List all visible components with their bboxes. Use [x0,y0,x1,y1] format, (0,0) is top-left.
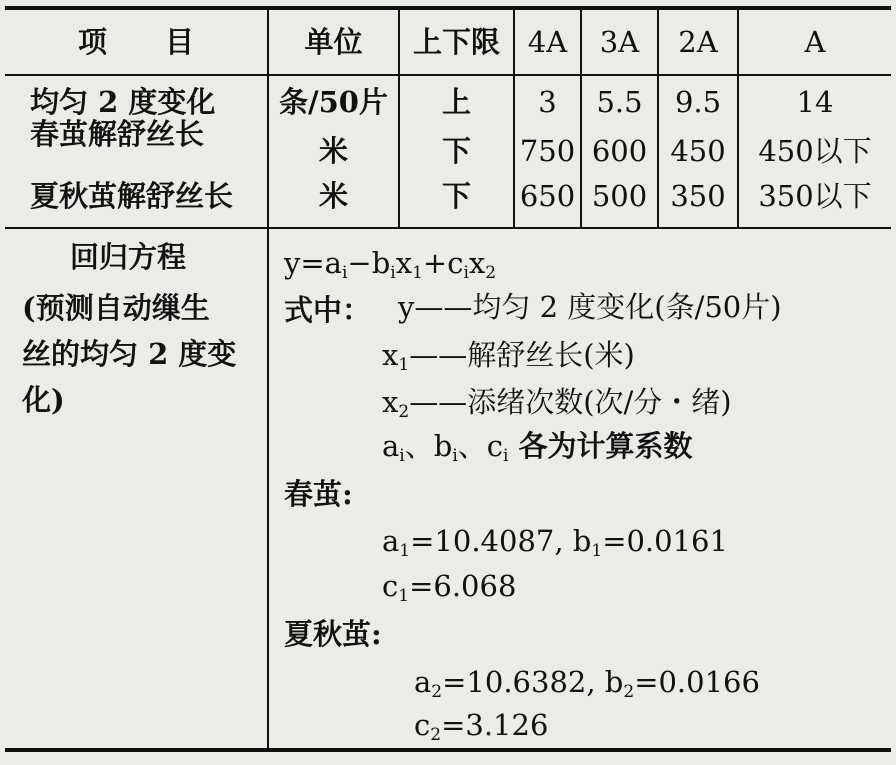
where-y-def: y——均匀 2 度变化(条/50片) [398,290,782,324]
spring-b-sub: 1 [591,541,603,561]
row2-a: 350以下 [758,179,872,213]
row1-unit-line1: 条/50片 [279,85,388,119]
eq-sub-2: 2 [485,263,497,283]
header-unit: 单位 [304,25,363,59]
header-4a: 4A [527,25,568,59]
row1-3a-line1: 5.5 [596,85,643,119]
spring-c-value: =6.068 [409,569,517,603]
summer-label: 夏秋茧: [284,617,382,651]
coef-b-sub: i [452,446,458,466]
where-x1-def [382,338,635,375]
bottom-rule [5,748,891,752]
spring-c [382,569,517,606]
row1-4a-line2: 750 [519,134,576,168]
regression-equation [284,246,497,283]
summer-a-b [414,665,760,702]
where-x1-text: ——解舒丝长(米) [409,338,635,372]
row1-limit-line2: 下 [441,134,471,168]
header-rule [5,74,891,76]
regression-label-line2: (预测自动缫生 [22,291,210,325]
eq-y-part: y=a [284,246,342,280]
regression-label-line4: 化) [22,383,65,417]
col-rule-item [267,8,269,750]
top-rule [5,6,891,10]
summer-c-sub: 2 [430,725,442,745]
eq-sub-i1: i [341,263,348,283]
where-prefix: 式中： [284,293,372,327]
header-a: A [804,25,826,59]
summer-c [414,708,549,745]
header-limit: 上下限 [412,25,500,59]
eq-sub-1: 1 [412,263,423,283]
summer-b-value: =0.0166 [634,665,760,699]
coef-c: 、c [457,429,503,463]
eq-x2-part: x [468,246,486,280]
spring-a-b [382,524,728,561]
eq-b-part: −b [347,246,391,280]
row1-3a-line2: 600 [591,134,648,168]
row1-2a-line2: 450 [670,134,726,168]
spring-a-value: =10.4087, b [410,524,592,558]
spring-a-sub: 1 [399,541,411,561]
regression-label-line3: 丝的均匀 2 度变 [22,337,237,371]
row1-item-line1: 均匀 2 度变化 [30,85,216,119]
spring-label: 春茧: [284,477,353,511]
where-x2-sub: 2 [398,402,410,422]
spring-a-var: a [382,524,400,558]
summer-a-value: =10.6382, b [442,665,624,699]
row2-unit: 米 [318,179,348,213]
eq-sub-i3: i [463,263,469,283]
spring-b-value: =0.0161 [602,524,728,558]
eq-x-part: x [395,246,413,280]
header-2a: 2A [678,25,718,59]
coef-tail: 各为计算系数 [508,429,693,463]
coef-b: 、b [404,429,453,463]
row1-unit-line2: 米 [318,134,348,168]
eq-sub-i2: i [390,263,396,283]
row1-limit-line1: 上 [441,85,471,119]
coefficients-note [382,429,693,466]
summer-b-sub: 2 [623,682,635,702]
where-x1-sub: 1 [398,355,410,375]
where-x2-text: ——添绪次数(次/分・绪) [409,385,732,419]
coef-c-sub: i [503,446,509,466]
summer-c-var: c [414,708,431,742]
summer-a-sub: 2 [431,682,443,702]
spring-c-sub: 1 [398,586,410,606]
row2-2a: 350 [670,179,726,213]
row2-4a: 650 [519,179,576,213]
coef-a: a [382,429,400,463]
row1-item-line2: 春茧解舒丝长 [30,117,205,151]
row2-limit: 下 [441,179,471,213]
header-3a: 3A [599,25,640,59]
row1-a-line1: 14 [796,85,834,119]
spring-c-var: c [382,569,399,603]
row1-4a-line1: 3 [538,85,557,119]
regression-label-line1: 回归方程 [70,240,187,274]
header-item: 项 目 [77,25,194,59]
coef-a-sub: i [399,446,405,466]
row2-item: 夏秋茧解舒丝长 [30,179,234,213]
row1-a-line2: 450以下 [758,134,872,168]
eq-c-part: +c [422,246,464,280]
where-x2-def [382,385,732,422]
where-x2-var: x [382,385,399,419]
where-x1-var: x [382,338,399,372]
summer-a-var: a [414,665,432,699]
summer-c-value: =3.126 [441,708,549,742]
row2-3a: 500 [591,179,648,213]
row1-2a-line1: 9.5 [674,85,722,119]
section-rule [5,227,891,229]
